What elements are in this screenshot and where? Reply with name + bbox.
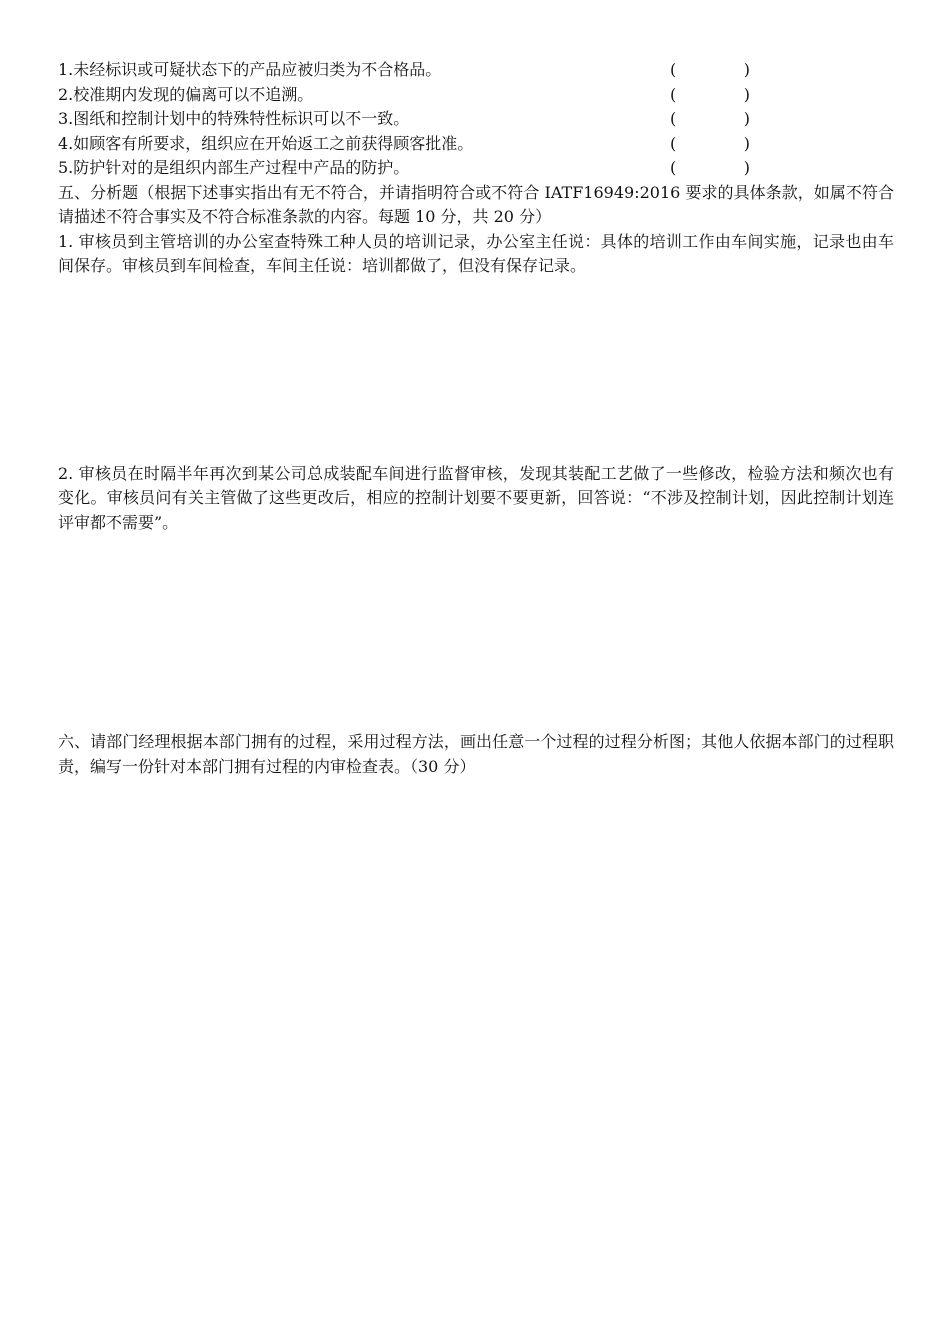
true-false-item-5 xyxy=(58,156,894,181)
analysis-question-1: 1. 审核员到主管培训的办公室查特殊工种人员的培训记录，办公室主任说：具体的培训工作由车间实施，记录也由车间保存。审核员到车间检查，车间主任说：培训都做了，但没有保存记录。 xyxy=(58,231,894,275)
true-false-item-2 xyxy=(58,83,894,108)
true-false-list xyxy=(58,58,894,181)
true-false-item-1 xyxy=(58,58,894,83)
question-text: 4.如顾客有所要求，组织应在开始返工之前获得顾客批准。 xyxy=(58,133,474,153)
section-5-heading: 五、分析题（根据下述事实指出有无不符合，并请指明符合或不符合 IATF16949:2016 要求的具体条款，如属不符合请描述不符合事实及不符合标准条款的内容。每题 10 分，共 20 分） xyxy=(58,182,894,226)
section-6-heading: 六、请部门经理根据本部门拥有的过程，采用过程方法，画出任意一个过程的过程分析图；其他人依据本部门的过程职责，编写一份针对本部门拥有过程的内审检查表。（30 分） xyxy=(58,732,894,776)
document-page xyxy=(58,58,894,779)
answer-blank: ( ) xyxy=(670,133,750,153)
true-false-item-3 xyxy=(58,107,894,132)
true-false-item-4 xyxy=(58,132,894,157)
answer-blank: ( ) xyxy=(670,158,750,177)
answer-blank: ( ) xyxy=(670,60,750,79)
question-text: 5.防护针对的是组织内部生产过程中产品的防护。 xyxy=(58,158,410,177)
answer-blank: ( ) xyxy=(670,84,750,104)
question-text: 2.校准期内发现的偏离可以不追溯。 xyxy=(58,84,314,104)
question-text: 1.未经标识或可疑状态下的产品应被归类为不合格品。 xyxy=(58,60,442,79)
answer-blank: ( ) xyxy=(670,109,750,128)
analysis-question-2: 2. 审核员在时隔半年再次到某公司总成装配车间进行监督审核，发现其装配工艺做了一些修改，检验方法和频次也有变化。审核员问有关主管做了这些更改后，相应的控制计划要不要更新，回答说：“不涉及控制计划，因此控制计划连评审都不需要”。 xyxy=(58,463,894,532)
question-text: 3.图纸和控制计划中的特殊特性标识可以不一致。 xyxy=(58,109,410,128)
